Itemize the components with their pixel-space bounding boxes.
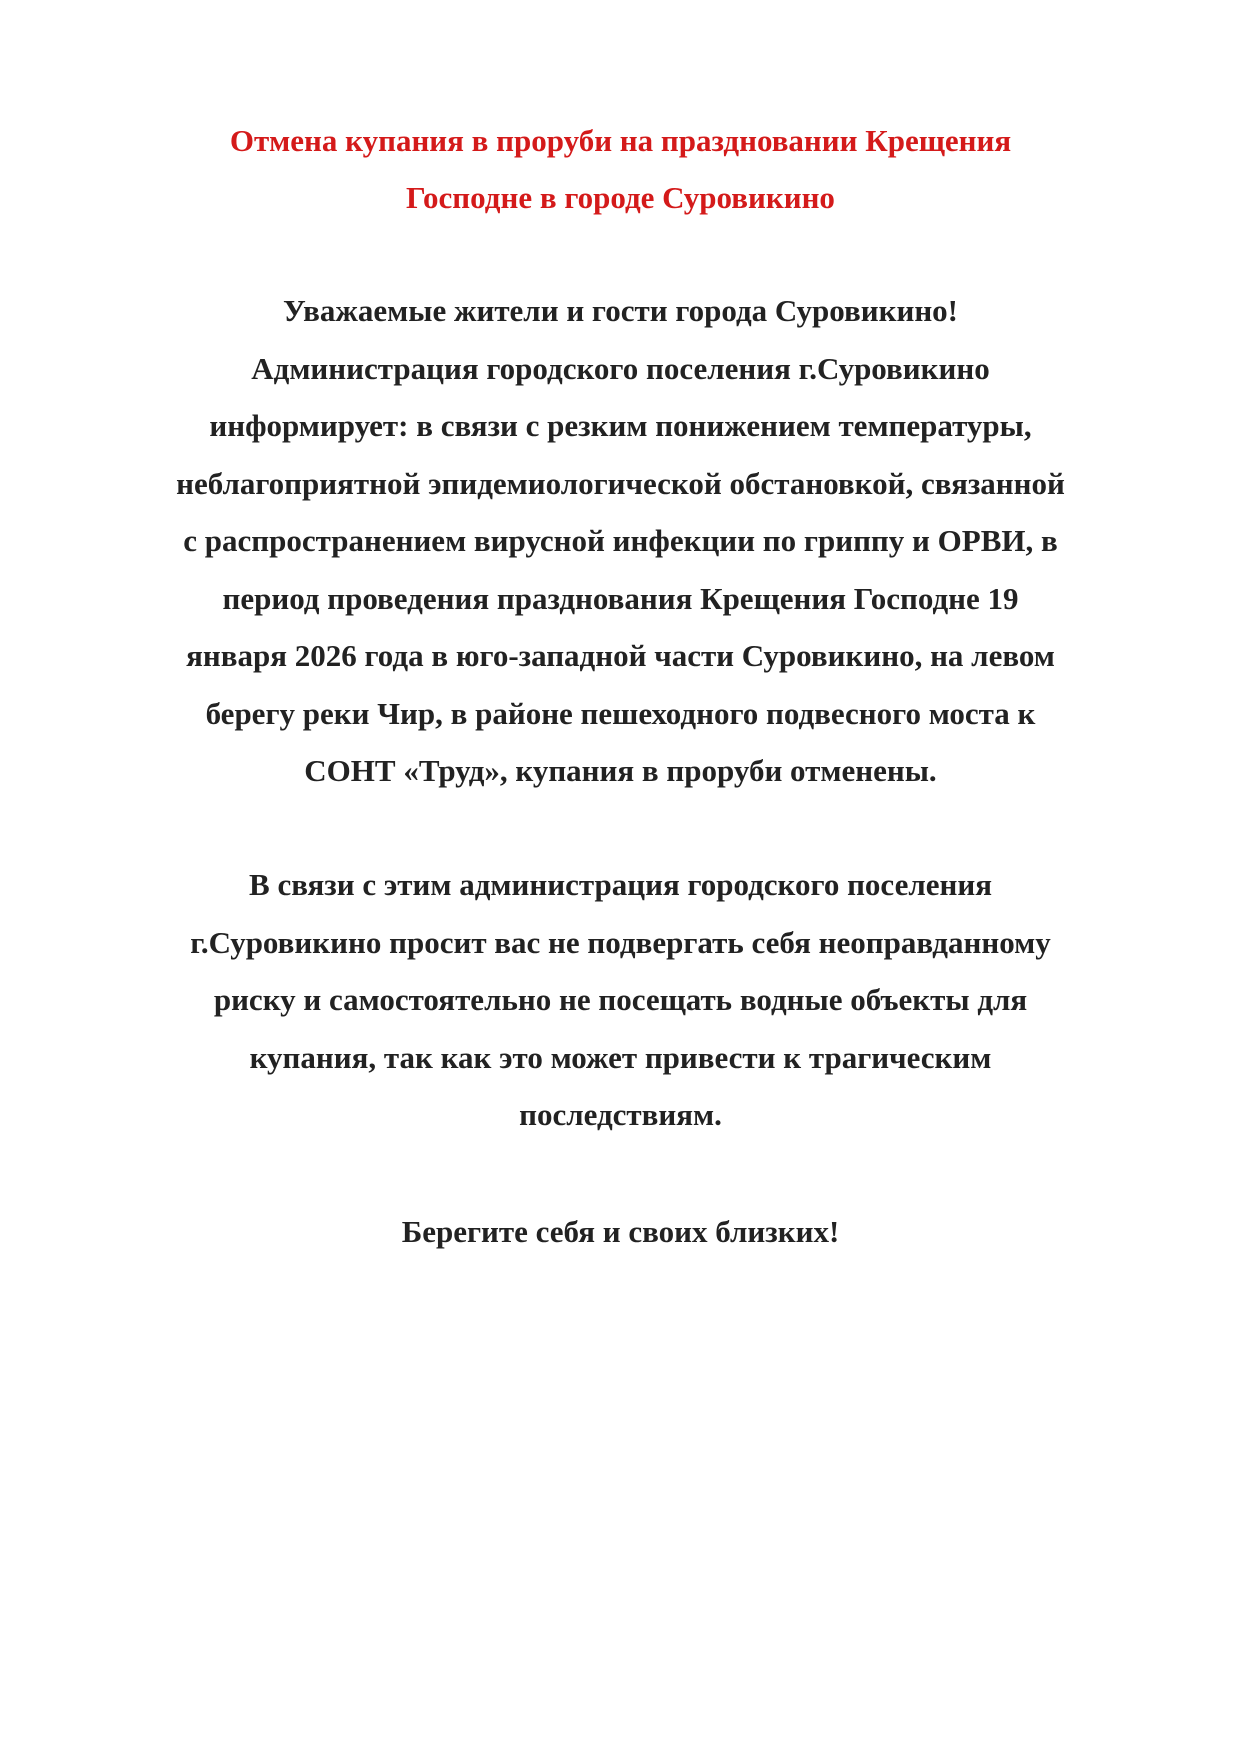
document-title (140, 112, 1101, 226)
warning-paragraph (140, 856, 1101, 1144)
text-line: период проведения празднования Крещения Господне 19 (222, 580, 1019, 616)
text-line: информирует: в связи с резким понижением температуры, (209, 408, 1032, 443)
text-line: с распространением вирусной инфекции по гриппу и ОРВИ, в (183, 523, 1058, 558)
text-line: последствиям. (519, 1097, 722, 1132)
text-line: купания, так как это может привести к трагическим (249, 1039, 992, 1075)
text-line: В связи с этим администрация городского поселения (249, 867, 992, 902)
text-line: риску и самостоятельно не посещать водные объекты для (213, 982, 1028, 1017)
closing-line (140, 1203, 1101, 1261)
text-line: СОНТ «Труд», купания в проруби отменены. (304, 753, 937, 788)
announcement-paragraph (140, 282, 1101, 800)
text-line: января 2026 года в юго-западной части Суровикино, на левом (186, 638, 1055, 673)
text-line: неблагоприятной эпидемиологической обстановкой, связанной (176, 465, 1065, 501)
title-line: Отмена купания в проруби на праздновании Крещения (229, 123, 1012, 158)
text-line: Администрация городского поселения г.Суровикино (251, 350, 990, 386)
text-line: Уважаемые жители и гости города Суровикино! (282, 293, 959, 328)
text-line: берегу реки Чир, в районе пешеходного подвесного моста к (205, 695, 1036, 731)
text-line: г.Суровикино просит вас не подвергать себя неоправданному (190, 924, 1051, 960)
title-line: Господне в городе Суровикино (406, 180, 835, 215)
closing-text: Берегите себя и своих близких! (401, 1214, 840, 1249)
